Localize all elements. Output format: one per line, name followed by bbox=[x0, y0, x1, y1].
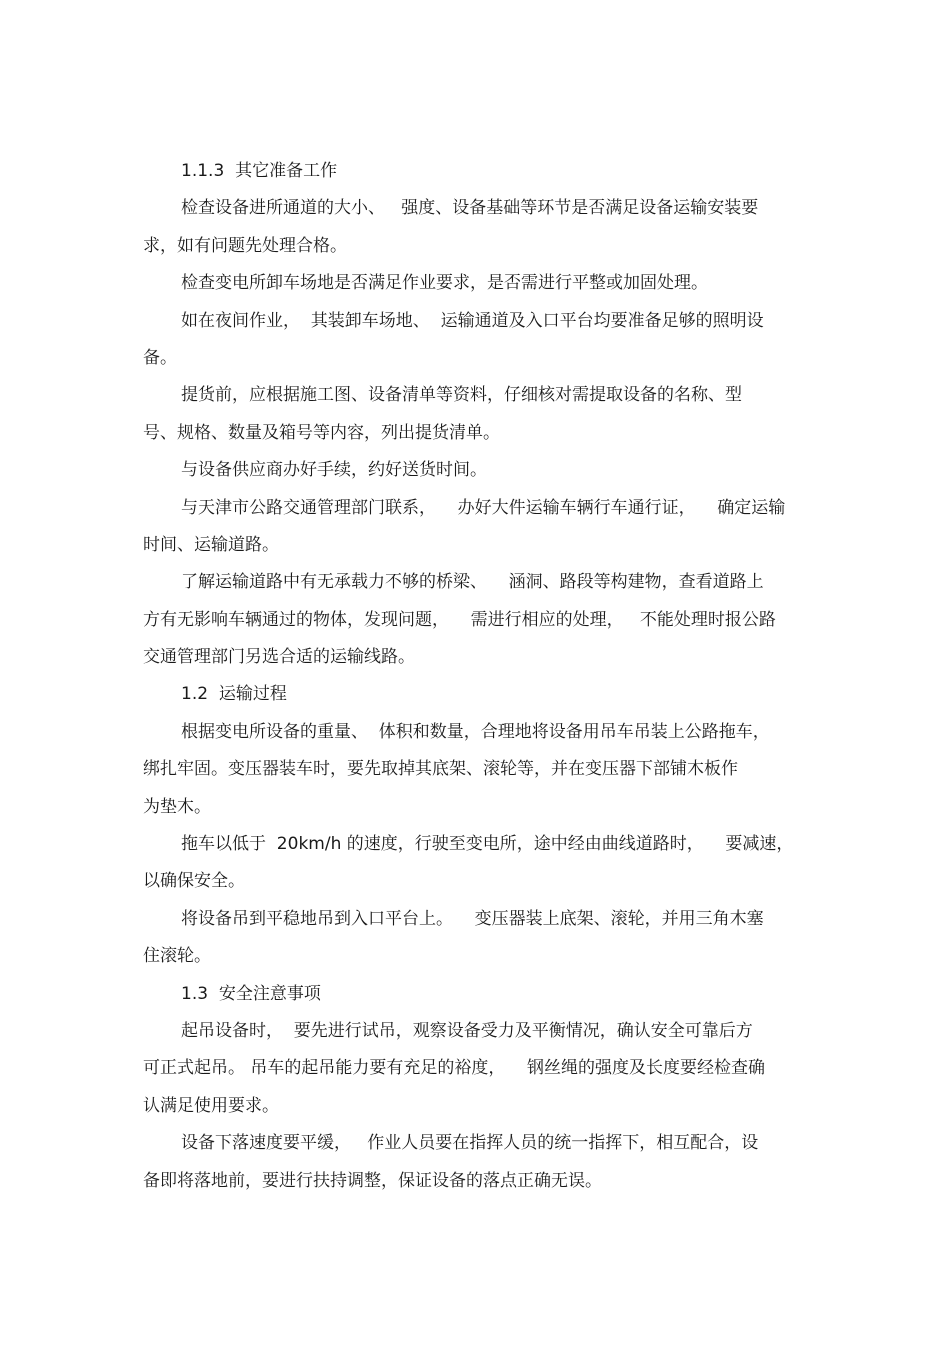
section-heading-1-1-3: 1.1.3 其它准备工作 bbox=[181, 161, 338, 181]
paragraph-line: 检查设备进所通道的大小、 强度、设备基础等环节是否满足设备运输安装要 bbox=[181, 198, 759, 219]
paragraph-line: 求，如有问题先处理合格。 bbox=[143, 235, 347, 256]
paragraph-line: 绑扎牢固。变压器装车时，要先取掉其底架、滚轮等，并在变压器下部铺木板作 bbox=[143, 759, 738, 780]
section-heading-1-2: 1.2 运输过程 bbox=[181, 684, 287, 705]
paragraph-line: 方有无影响车辆通过的物体，发现问题， 需进行相应的处理， 不能处理时报公路 bbox=[143, 609, 776, 630]
paragraph-line: 起吊设备时， 要先进行试吊，观察设备受力及平衡情况，确认安全可靠后方 bbox=[181, 1020, 753, 1041]
section-heading-1-3: 1.3 安全注意事项 bbox=[181, 983, 321, 1004]
paragraph-line: 将设备吊到平稳地吊到入口平台上。 变压器装上底架、滚轮，并用三角木塞 bbox=[181, 908, 764, 929]
paragraph-line: 时间、运输道路。 bbox=[143, 534, 279, 555]
paragraph-line: 住滚轮。 bbox=[143, 946, 211, 967]
paragraph-line: 根据变电所设备的重量、 体积和数量，合理地将设备用吊车吊装上公路拖车， bbox=[181, 721, 770, 742]
paragraph-line: 以确保安全。 bbox=[143, 871, 245, 892]
paragraph-line: 备。 bbox=[143, 347, 177, 368]
paragraph-line: 检查变电所卸车场地是否满足作业要求，是否需进行平整或加固处理。 bbox=[181, 273, 708, 294]
paragraph-line: 与天津市公路交通管理部门联系， 办好大件运输车辆行车通行证， 确定运输 bbox=[181, 497, 786, 518]
paragraph-line: 备即将落地前，要进行扶持调整，保证设备的落点正确无误。 bbox=[143, 1170, 602, 1191]
paragraph-line: 了解运输道路中有无承载力不够的桥梁、 涵洞、路段等构建物，查看道路上 bbox=[181, 572, 764, 593]
paragraph-line: 设备下落速度要平缓， 作业人员要在指挥人员的统一指挥下，相互配合，设 bbox=[181, 1133, 759, 1154]
paragraph-line: 可正式起吊。 吊车的起吊能力要有充足的裕度， 钢丝绳的强度及长度要经检查确 bbox=[143, 1058, 766, 1079]
paragraph-line: 拖车以低于 20km/h 的速度，行驶至变电所，途中经由曲线道路时， 要减速， bbox=[181, 834, 794, 855]
paragraph-line: 号、规格、数量及箱号等内容，列出提货清单。 bbox=[143, 422, 500, 443]
paragraph-line: 如在夜间作业， 其装卸车场地、 运输通道及入口平台均要准备足够的照明设 bbox=[181, 310, 764, 331]
paragraph-line: 交通管理部门另选合适的运输线路。 bbox=[143, 647, 415, 668]
paragraph-line: 认满足使用要求。 bbox=[143, 1095, 279, 1116]
paragraph-line: 提货前，应根据施工图、设备清单等资料，仔细核对需提取设备的名称、型 bbox=[181, 385, 742, 406]
paragraph-line: 与设备供应商办好手续，约好送货时间。 bbox=[181, 460, 487, 481]
paragraph-line: 为垫木。 bbox=[143, 796, 211, 817]
document-body bbox=[143, 153, 808, 1200]
